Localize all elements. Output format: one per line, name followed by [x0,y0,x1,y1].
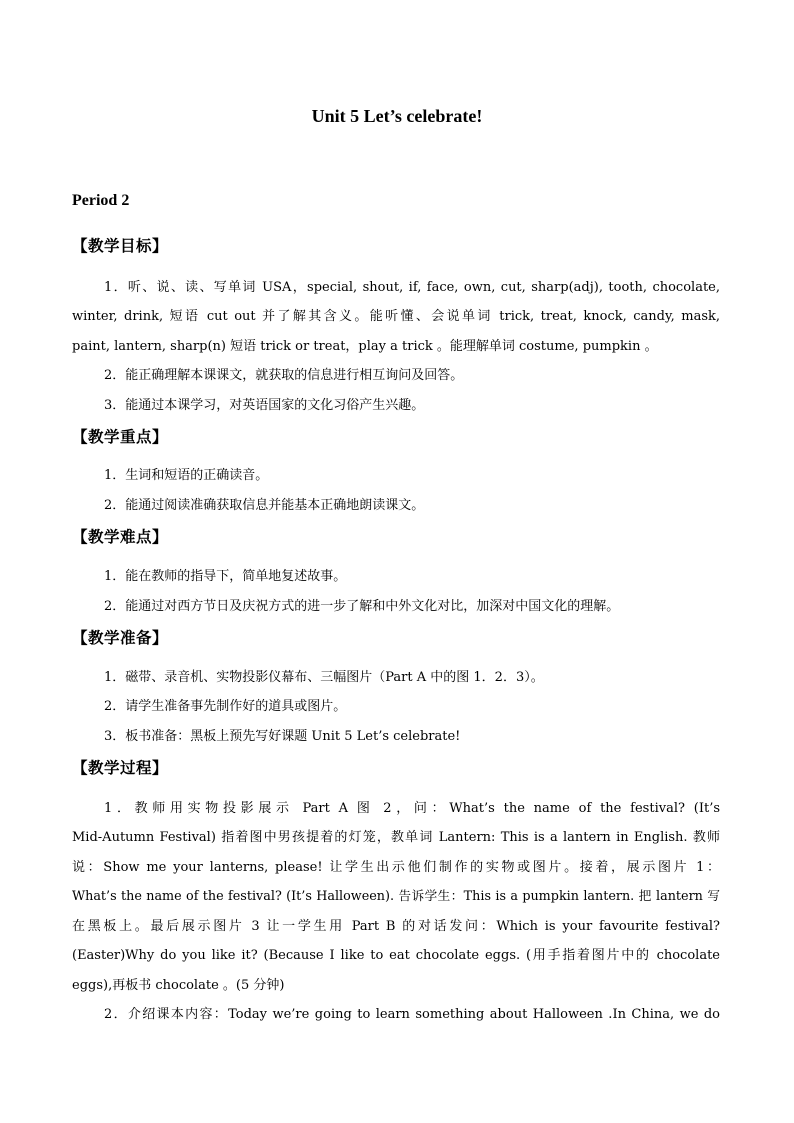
goals-line-2: winter, drink, 短语 cut out 并了解其含义。能听懂、会说单词 trick, treat, knock, candy, mask, [72,309,720,324]
heading-preparation: 【教学准备】 [72,629,169,647]
key-points-line-1: 1．生词和短语的正确读音。 [104,468,269,483]
process-line-1: 1．教师用实物投影展示 Part A 图 2，问：What’s the name of the festival? (It’s [104,801,720,816]
heading-difficulties: 【教学难点】 [72,528,169,546]
document-title: Unit 5 Let’s celebrate! [311,106,483,126]
process-line-7: eggs),再板书 chocolate 。(5 分钟) [72,978,285,993]
goals-line-5: 3．能通过本课学习，对英语国家的文化习俗产生兴趣。 [104,398,425,413]
preparation-line-1: 1．磁带、录音机、实物投影仪幕布、三幅图片（Part A 中的图 1．2．3）。 [104,670,544,685]
difficulties-line-1: 1．能在教师的指导下，简单地复述故事。 [104,569,347,584]
heading-key-points: 【教学重点】 [72,428,169,446]
goals-line-3: paint, lantern, sharp(n) 短语 trick or treat，play a trick 。能理解单词 costume, pumpkin 。 [72,339,658,354]
preparation-line-2: 2．请学生准备事先制作好的道具或图片。 [104,699,347,714]
process-line-6: (Easter)Why do you like it? (Because I like to eat chocolate eggs. (用手指着图片中的 chocolate [72,948,720,963]
process-line-2: Mid-Autumn Festival) 指着图中男孩提着的灯笼，教单词 Lantern: This is a lantern in English. 教师 [72,830,720,845]
key-points-line-2: 2．能通过阅读准确获取信息并能基本正确地朗读课文。 [104,498,425,513]
process-line-5: 在黑板上。最后展示图片 3 让一学生用 Part B 的对话发问：Which is your favourite festival? [72,919,720,934]
preparation-line-3: 3．板书准备：黑板上预先写好课题 Unit 5 Let’s celebrate! [104,729,461,744]
goals-line-1: 1．听、说、读、写单词 USA，special, shout, if, face, own, cut, sharp(adj), tooth, chocolate, [104,280,720,295]
process-line-4: What’s the name of the festival? (It’s Halloween). 告诉学生：This is a pumpkin lantern. 把 lantern 写 [72,889,720,904]
difficulties-line-2: 2．能通过对西方节日及庆祝方式的进一步了解和中外文化对比，加深对中国文化的理解。 [104,599,620,614]
heading-teaching-process: 【教学过程】 [72,759,169,777]
process-line-3: 说：Show me your lanterns, please! 让学生出示他们制作的实物或图片。接着，展示图片 1： [72,860,720,875]
goals-line-4: 2．能正确理解本课课文，就获取的信息进行相互询问及回答。 [104,368,464,383]
period-label: Period 2 [72,192,130,209]
heading-teaching-goals: 【教学目标】 [72,237,169,255]
process-line-8: 2．介绍课本内容：Today we’re going to learn something about Halloween .In China, we do [104,1007,720,1022]
